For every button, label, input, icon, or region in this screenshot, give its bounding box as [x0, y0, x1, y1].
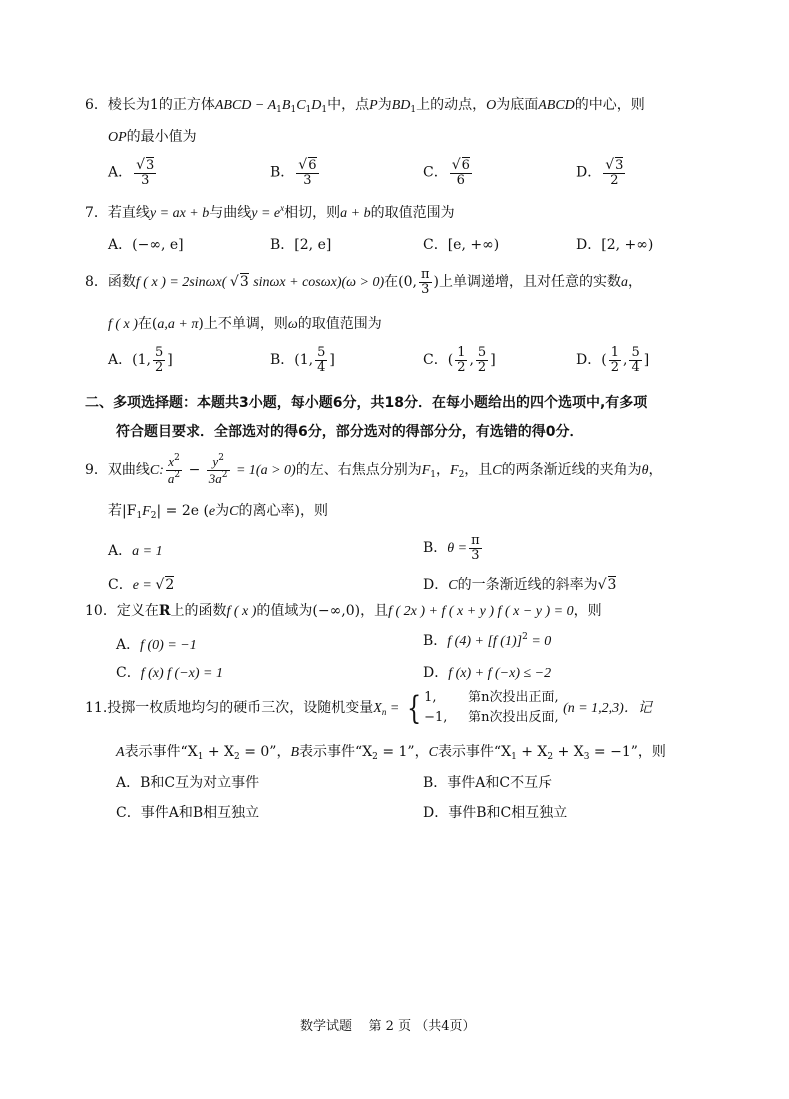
q9-option-c: C．e = √2 [108, 577, 175, 593]
q7-mid: 与曲线 [209, 205, 252, 221]
q6-text-c: 为 [377, 97, 392, 113]
q8-a: a [621, 275, 629, 291]
q9-option-d: D．C的一条渐近线的斜率为√3 [423, 577, 617, 593]
q10-option-d: D．f (x) + f (−x) ≤ −2 [423, 665, 552, 681]
q8-option-a: A．(1, $\frac{5}{2}$ ] [108, 345, 173, 375]
q11-line1: 11.投掷一枚质地均匀的硬币三次，设随机变量$X_n$ = { 1, 第n次投出正面, −1, 第n次投出反面, (n = 1,2,3)．记 [85, 689, 652, 727]
q6-p: P [369, 98, 378, 113]
page-footer [300, 1015, 476, 1034]
q7-option-c: C．[e, +∞) [423, 237, 500, 253]
q8-line1: 8．函数f ( x ) = 2sinωx( √3 sinωx + cosωx)(ω > 0)在(0, $\frac{\pi}{3}$ )上单调递增，且对任意的实数a， [85, 267, 643, 297]
q6-option-b-label: B． [270, 164, 295, 181]
q7-tail2: 的取值范围为 [370, 205, 455, 221]
q6-sub1: 1 [276, 105, 282, 115]
section2-heading-line1: 二、多项选择题：本题共3小题，每小题6分，共18分．在每小题给出的四个选项中,有多项 [85, 395, 648, 411]
q9-number: 9． [85, 462, 108, 479]
q6-text-a: 棱长为1的正方体 [107, 97, 215, 113]
q8-omega: ω [287, 317, 298, 332]
q6-option-c-frac: $\frac{√6}{6}$ [451, 157, 470, 188]
q6-bd: BD [391, 98, 411, 113]
q6-line2 [108, 126, 197, 146]
q6-option-d [576, 158, 627, 187]
q7-number: 7． [85, 205, 108, 221]
q9-option-b: B．θ = $\frac{\pi}{3}$ [423, 533, 480, 563]
q6-option-c-label: C． [423, 164, 448, 181]
q7-line-eq: y = ax + b [149, 206, 210, 221]
q7-curve: y = e [251, 206, 281, 221]
q6-option-b [270, 158, 321, 187]
q8-text-c: )上单调递增，且对任意的实数 [433, 274, 622, 291]
q8-option-d: D．( $\frac{1}{2}$ , $\frac{5}{4}$ ] [576, 345, 650, 375]
q6-option-a-frac: $\frac{√3}{3}$ [136, 157, 155, 188]
q7-tail: 相切，则 [284, 205, 341, 221]
q6-text-d: 上的动点， [416, 97, 487, 113]
q6-line1: 6．棱长为1的正方体ABCD − $A_1B_1C_1D_1$中，点P为$BD_1$上的动点，O为底面ABCD的中心，则 [85, 97, 645, 115]
footer-total-pages: （共4页） [415, 1019, 476, 1034]
q6-option-a-label: A． [108, 164, 133, 181]
q6-line2-tail: 的最小值为 [126, 129, 197, 145]
q7-text: 若直线 [107, 205, 150, 221]
q8-text-b: 在(0, [384, 274, 417, 291]
q9-line2: 若$|F_1F_2| = 2e$ (e为C的离心率)，则 [108, 503, 328, 521]
q6-option-b-frac: $\frac{√6}{3}$ [298, 157, 317, 188]
q6-text-f: 的中心，则 [574, 97, 645, 113]
q11-option-b: B．事件A和C不互斥 [423, 775, 553, 791]
q11-option-c: C．事件A和B相互独立 [116, 805, 260, 821]
q6-option-c [423, 158, 474, 187]
q6-option-d-frac: $\frac{√3}{2}$ [605, 157, 624, 188]
q7-line1: 7．若直线y = ax + b与曲线$y = e^x$相切，则a + b的取值范围为 [85, 203, 455, 221]
q11-option-d: D．事件B和C相互独立 [423, 805, 568, 821]
q8-func-b: sinωx + cosωx)(ω > 0) [253, 275, 385, 291]
q10-option-c: C．f (x) f (−x) = 1 [116, 665, 223, 681]
q9-option-a: A．a = 1 [108, 543, 163, 559]
q7-ab: a + b [340, 206, 371, 221]
q8-text-a: 函数 [107, 274, 136, 291]
q6-number: 6． [85, 97, 108, 113]
q8-interval: a,a + π [157, 317, 199, 332]
q9-line1: 9．双曲线C: $\frac{x^2}{a^2}$ − $\frac{y^2}{3a^2}$ = 1(a > 0)的左、右焦点分别为$F_1$，$F_2$，且C的两条渐近线的夹角为θ， [85, 453, 663, 486]
q8-fx: f ( x ) [108, 317, 138, 332]
q11-line2: A表示事件“$X_1 + X_2 = 0$”，B表示事件“$X_2 = 1$”，C表示事件“$X_1 + X_2 + X_3 = -1$”，则 [116, 744, 666, 762]
q8-func: f ( x ) = 2sinωx( [135, 275, 230, 291]
q6-o: O [486, 98, 497, 113]
q6-cube: ABCD − A [214, 98, 277, 113]
q8-option-b: B．(1, $\frac{5}{4}$ ] [270, 345, 335, 375]
q7-option-b: B．[2, e] [270, 237, 332, 253]
q10-option-a: A．f (0) = −1 [116, 637, 197, 653]
q11-number: 11. [85, 700, 108, 716]
q8-pi-frac: $\frac{\pi}{3}$ [421, 267, 430, 297]
footer-page-number: 第 2 页 [368, 1019, 412, 1034]
q8-line2: f ( x )在(a,a + π)上不单调，则ω的取值范围为 [108, 316, 382, 332]
q8-number: 8． [85, 274, 108, 291]
q11-cases: { 1, 第n次投出正面, −1, 第n次投出反面, [406, 689, 559, 727]
q10-option-b: B．f (4) + [f (1)]$^2$ = 0 [423, 632, 552, 649]
q6-abcd: ABCD [538, 98, 575, 113]
q8-option-c: C．( $\frac{1}{2}$ , $\frac{5}{2}$ ] [423, 345, 496, 375]
q7-option-a: A．(−∞, e] [108, 237, 184, 253]
q7-option-d: D．[2, +∞) [576, 237, 654, 253]
q6-text-b: 中，点 [327, 97, 370, 113]
q10-number: 10． [85, 603, 117, 619]
q11-option-a: A．B和C互为对立事件 [116, 775, 260, 791]
q6-option-a [108, 158, 158, 187]
q6-op: OP [108, 130, 127, 145]
q6-text-e: 为底面 [496, 97, 539, 113]
q10-line1: 10．定义在R上的函数f ( x )的值域为(−∞,0)，且f ( 2x ) + f ( x + y ) f ( x − y ) = 0，则 [85, 603, 602, 619]
section2-heading-line2: 符合题目要求．全部选对的得6分，部分选对的得部分分，有选错的得0分． [116, 424, 584, 440]
q6-option-d-label: D． [576, 164, 602, 181]
footer-subject: 数学试题 [300, 1019, 353, 1034]
